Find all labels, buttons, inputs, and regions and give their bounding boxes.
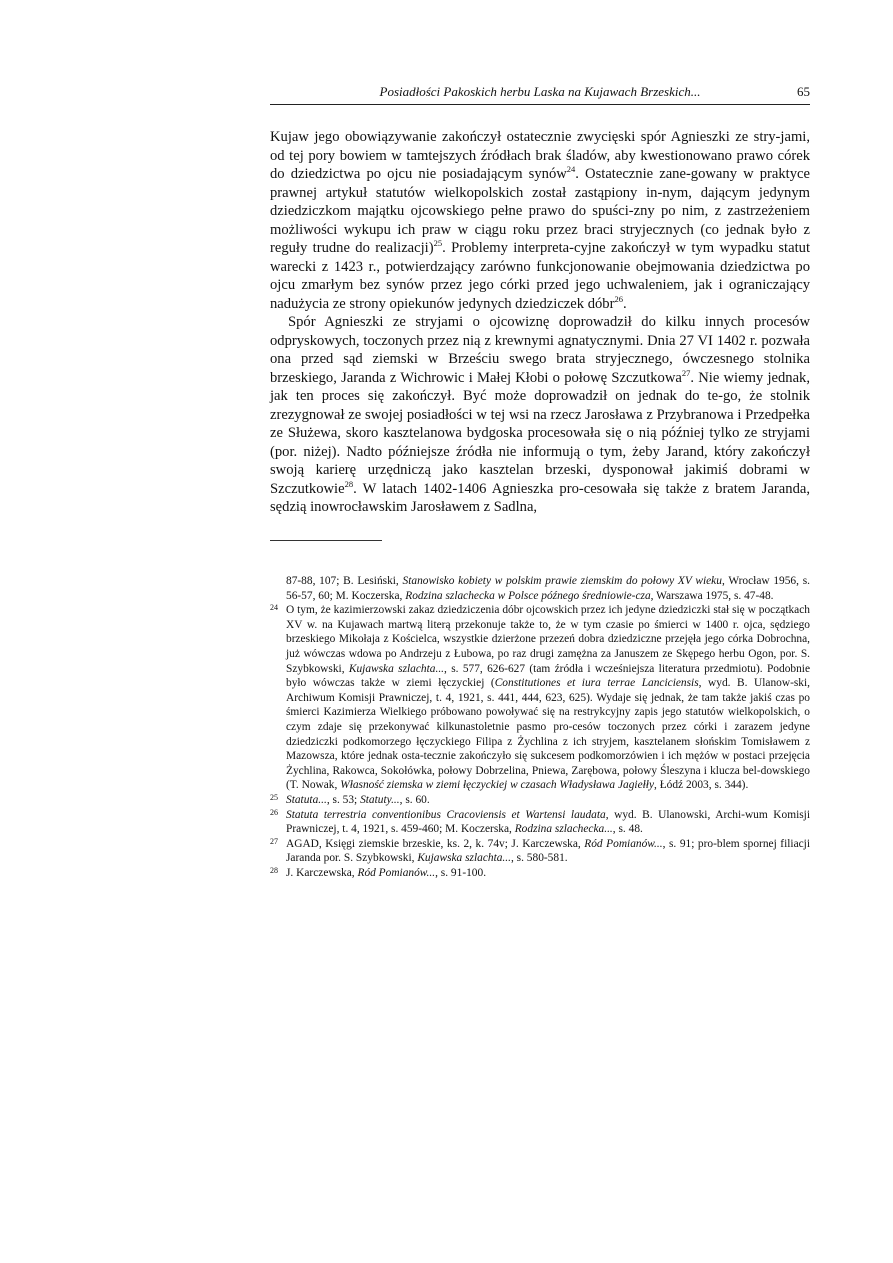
text-run: , s. 91-100. [435,866,487,879]
paragraph-1 [270,128,810,313]
paragraph-2 [270,313,810,517]
text-run: . W latach 1402-1406 Agnieszka pro-cesowała się także z bratem Jaranda, sędzią inowrocławskim Jarosławem z Sadlna, [270,480,810,515]
footnote-25 [270,793,810,808]
title-italic: Rodzina szlachecka w Polsce późnego średniowie-cza [405,589,651,602]
running-title: Posiadłości Pakoskich herbu Laska na Kujawach Brzeskich... [379,84,701,99]
footnote-ref: 27 [681,367,691,378]
footnote-26 [270,808,810,837]
main-text [270,128,810,517]
footnote-number: 25 [270,792,278,802]
footnote-separator [270,540,382,541]
title-italic: Stanowisko kobiety w polskim prawie ziemskim do połowy XV wieku [402,575,722,587]
footnote-27 [270,837,810,866]
title-italic: Constitutiones et iura terrae Lanciciensis [494,677,699,690]
text-run: , Warszawa 1975, s. 47-48. [650,589,774,602]
text-run: , wyd. B. Ulanowski, Archi-wum Komisji Prawniczej, t. 4, 1921, s. 459-460; M. Koczerska, [286,808,810,836]
text-run: , Wrocław 1956, s. 56-57, 60; M. Koczerska, [286,575,810,602]
title-italic: Statuty... [360,793,400,806]
footnote-number: 28 [270,865,278,875]
footnote-ref: 26 [614,293,623,304]
title-italic: Ród Pomianów... [357,866,436,879]
text-run: , wyd. B. Ulanow-ski, Archiwum Komisji Prawniczej, t. 4, 1921, s. 441, 444, 623, 625). Wydaje się jednak, że tam także jakiś czas po śmierci Kazimierza Wielkiego próbowano powoływać się na restrykcyjny zapis jego statutów wielkopolskich, o czym zdaje się przekonywać kilkunastoletnie pasmo pro-cesów toczonych przez córki i zarazem jedyne dziedziczki podkomorzego łęczyckiego Filipa z Żychlina z ich stryjem, kasztelanem słońskim Tomisławem z Mazowsza, które jednak osta-tecznie zakończyło się sukcesem podkomorzówien i ich mężów w postaci przejęcia Żychlina, Rakowca, Sokołówka, połowy Dobrzelina, Pniewa, Zarębowa, połowy Śleszyna i klucza bel-dowskiego (T. Nowak, [286,677,811,792]
title-italic: Ród Pomianów... [584,837,663,850]
title-italic: Kujawska szlachta... [348,662,445,675]
footnote-24 [270,603,810,793]
text-run: , s. 60. [399,793,430,806]
footnote-28 [270,866,810,881]
footnote-ref: 25 [433,238,443,249]
text-run: J. Karczewska, [286,866,358,879]
text-run: . Problemy interpreta-cyjne zakończył w tym wypadku statut warecki z 1423 r., potwierdzający zarówno funkcjonowanie obejmowania dziedzictwa po ojcu zmarłym bez synów przez jego córki przed jego uchwaleniem, jak i ograniczający nadużycia ze strony opiekunów jedynych dziedziczek dóbr [270,240,810,312]
text-run: O tym, że kazimierzowski zakaz dziedziczenia dóbr ojcowskich przez ich jedyne dziedziczki stał się w początkach XV w. na Kujawach martwą literą przekonuje także to, że w tym czasie po śmierci w 1400 r. ojca, sędziego brzeskiego Mikołaja z Kościelca, wszystkie dzierżone przezeń dobra dziedziczne przejęła jego córka Dobrochna, już wówczas wdowa po Andrzeju z Łubowa, po raz drugi zamężna za Januszem ze Skępego herbu Ogon, por. S. Szybkowski, [286,604,810,675]
footnote-number: 26 [270,807,278,817]
title-italic: Statuta terrestria conventionibus Cracoviensis et Wartensi laudata [286,808,606,821]
title-italic: Statuta... [286,793,327,806]
footnote-ref: 28 [344,478,354,489]
page-number: 65 [797,84,810,99]
running-header [270,82,810,105]
text-run: . [622,295,627,312]
text-run: , s. 580-581. [510,852,568,865]
text-run: Spór Agnieszki ze stryjami o ojcowiznę doprowadził do kilku innych procesów odpryskowych, toczonych przez nią z krewnymi agnatycznymi. Dnia 27 VI 1402 r. pozwała ona przed sąd ziemski w Brześciu swego brata stryjecznego, ówczesnego stolnika brzeskiego, Jaranda z Wichrowic i Małej Kłobi o połowę Szczutkowa [270,314,810,386]
title-italic: Rodzina szlachecka... [514,823,613,836]
text-run: , s. 577, 626-627 (tam źródła i wcześniejsza literatura przedmiotu). Podobnie było wówczas także w ziemi łęczyckiej ( [286,662,810,690]
footnote-number: 27 [270,836,278,846]
text-run: 87-88, 107; B. Lesiński, [286,575,403,587]
text-run: . Nie wiemy jednak, jak ten proces się zakończył. Być może doprowadził on jednak do te-go, że stolnik zrezygnował ze swojej posiadłości w tej wsi na rzecz Jarosława z Przybranowa i Przedpełka ze Służewa, skoro kasztelanowa bydgoska procesowała się o nią później tylko ze stryjami (por. niżej). Nadto późniejsze źródła nie informują o tym, żeby Jarand, który zakończył swoją karierę urzędniczą jako kasztelan brzeski, dysponował jakimiś dobrami w Szczutkowie [270,369,810,497]
text-run: , s. 48. [612,823,643,836]
text-run: AGAD, Księgi ziemskie brzeskie, ks. 2, k. 74v; J. Karczewska, [286,837,585,850]
text-run: , s. 53; [326,793,361,806]
footnote-ref: 24 [566,164,576,175]
footnotes [270,574,810,880]
footnote-continuation [270,574,810,603]
title-italic: Kujawska szlachta... [417,852,511,865]
text-run: , Łódź 2003, s. 344). [654,779,749,792]
footnote-number: 24 [270,603,278,613]
text-run: . Ostatecznie zane-gowany w praktyce prawnej artykuł statutów wielkopolskich został zastąpiony in-nym, dającym jedynym dziedziczkom majątku ojcowskiego pełne prawo do spuści-zny po nim, z zastrzeżeniem możliwości wykupu ich praw w ciągu roku przez braci stryjecznych (co jednak było z reguły trudne do realizacji) [270,166,810,256]
text-run: , s. 91; pro-blem spornej filiacji Jaranda por. S. Szybkowski, [286,837,811,865]
title-italic: Własność ziemska w ziemi łęczyckiej w czasach Władysława Jagiełły [340,779,655,792]
text-run: Kujaw jego obowiązywanie zakończył ostatecznie zwycięski spór Agnieszki ze stry-jami, od tej pory bowiem w tamtejszych źródłach brak śladów, aby kwestionowano prawo córek do dziedzictwa po ojcu nie posiadającym synów [270,129,810,182]
